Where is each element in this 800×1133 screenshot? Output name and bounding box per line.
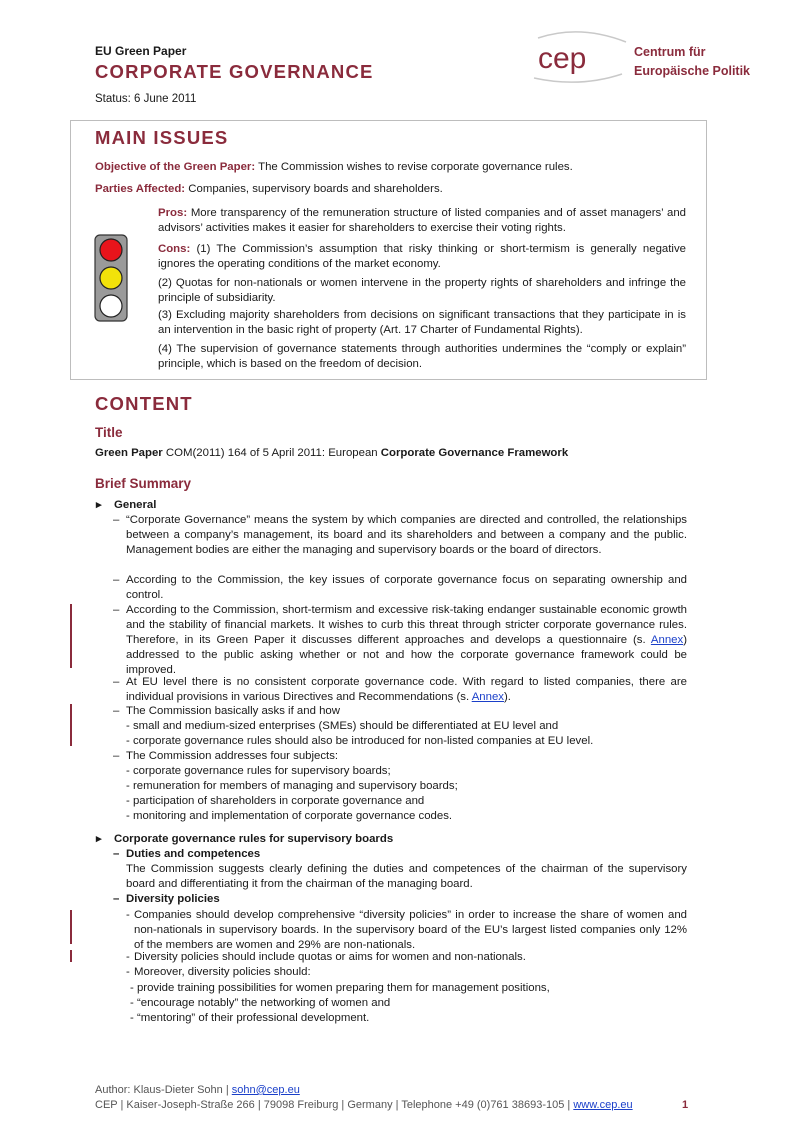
general-item-2: – According to the Commission, the key issues of corporate governance focus on separating ownership and control. bbox=[113, 574, 687, 601]
brief-summary-heading: Brief Summary bbox=[95, 476, 192, 491]
general-item-4: – At EU level there is no consistent corporate governance code. With regard to listed companies, there are individual provisions in various Directives and Recommendations (s. Annex). bbox=[113, 676, 687, 703]
general-item-6-text: The Commission addresses four subjects: bbox=[126, 750, 339, 762]
list-item: - remuneration for members of managing and supervisory boards; bbox=[126, 780, 458, 792]
diversity-item-3-text: Moreover, diversity policies should: bbox=[134, 966, 311, 978]
traffic-light-red bbox=[100, 239, 122, 261]
status-date: Status: 6 June 2011 bbox=[95, 93, 197, 105]
org-name-line1: Centrum für bbox=[634, 45, 706, 59]
general-item-5-text: The Commission basically asks if and how bbox=[126, 705, 340, 717]
diversity-item-2: - Diversity policies should include quotas or aims for women and non-nationals. bbox=[126, 950, 687, 965]
cep-logo bbox=[530, 30, 630, 84]
objective-label: Objective of the Green Paper: bbox=[95, 161, 256, 173]
diversity-item-3: - Moreover, diversity policies should: bbox=[126, 965, 687, 980]
traffic-light-icon bbox=[94, 234, 128, 322]
duties-heading-text: Duties and competences bbox=[126, 848, 261, 860]
general-item-5: – The Commission basically asks if and how bbox=[113, 704, 687, 719]
general-item-3-text-b: ) addressed to the public asking whether or not and how the corporate governance framework could be improved. bbox=[126, 634, 687, 676]
general-item-2-text: According to the Commission, the key issues of corporate governance focus on separating ownership and control. bbox=[126, 574, 687, 601]
content-heading: CONTENT bbox=[95, 393, 193, 414]
pros-paragraph bbox=[158, 206, 686, 236]
list-item: - monitoring and implementation of corporate governance codes. bbox=[126, 810, 453, 822]
cons-text-1: (1) The Commission’s assumption that risky thinking or short-termism is generally negative ignores the operating conditions of the market economy. bbox=[158, 243, 686, 270]
duties-heading: – Duties and competences bbox=[113, 847, 687, 862]
cons-label: Cons: bbox=[158, 243, 191, 255]
annex-link[interactable]: Annex bbox=[650, 634, 684, 646]
parties-text: Companies, supervisory boards and shareholders. bbox=[185, 183, 443, 195]
title-line bbox=[95, 446, 568, 461]
diversity-item-1: - Companies should develop comprehensive “diversity policies” in order to increase the share of women and non-nationals in supervisory boards. In the supervisory board of the EU’s largest listed companies only 12% of the members are women and 29% are non-nationals. bbox=[126, 909, 687, 951]
annex-link[interactable]: Annex bbox=[471, 691, 504, 703]
general-item-1: – “Corporate Governance” means the system by which companies are directed and controlled, the relationships between a company’s management, its board and its shareholders and between a company and the public. Management bodies are either the managing and supervisory boards or the board of directors. bbox=[113, 514, 687, 556]
logo-text: cep bbox=[538, 42, 587, 75]
margin-change-bar bbox=[70, 910, 72, 944]
cons-paragraph-3: (3) Excluding majority shareholders from decisions on significant transactions that they participate in is an intervention in the basic right of property (Art. 17 Charter of Fundamental Rights). bbox=[158, 309, 686, 336]
section-supervisory-boards: ▸ Corporate governance rules for supervisory boards bbox=[96, 832, 393, 847]
traffic-light-yellow bbox=[100, 267, 122, 289]
diversity-heading-text: Diversity policies bbox=[126, 893, 220, 905]
objective-line bbox=[95, 160, 573, 175]
author-email-link[interactable]: sohn@cep.eu bbox=[231, 1084, 300, 1096]
footer-author-text: Author: Klaus-Dieter Sohn | bbox=[95, 1084, 232, 1096]
general-item-6: – The Commission addresses four subjects: bbox=[113, 749, 687, 764]
general-item-4-text-a: At EU level there is no consistent corporate governance code. With regard to listed companies, there are individual provisions in various Directives and Recommendations (s. bbox=[126, 676, 687, 703]
duties-text: The Commission suggests clearly defining the duties and competences of the chairman of the supervisory board and differentiating it from the chairman of the managing board. bbox=[126, 863, 687, 890]
parties-label: Parties Affected: bbox=[95, 183, 186, 195]
website-link[interactable]: www.cep.eu bbox=[573, 1099, 633, 1111]
org-name bbox=[634, 43, 750, 81]
diversity-item-1-text: Companies should develop comprehensive “diversity policies” in order to increase the share of women and non-nationals in supervisory boards. In the supervisory board of the EU’s largest listed companies only 12% of the members are women and 29% are non-nationals. bbox=[134, 909, 687, 951]
main-issues-heading: MAIN ISSUES bbox=[95, 127, 229, 148]
cons-paragraph-2: (2) Quotas for non-nationals or women intervene in the property rights of shareholders and infringe the principle of subsidiarity. bbox=[158, 277, 686, 304]
list-item: - small and medium-sized enterprises (SMEs) should be differentiated at EU level and bbox=[126, 720, 559, 732]
cons-paragraph-4: (4) The supervision of governance statements through authorities undermines the “comply or explain” principle, which is based on the freedom of decision. bbox=[158, 343, 686, 370]
general-item-1-text: “Corporate Governance” means the system by which companies are directed and controlled, the relationships between a company’s management, its board and its shareholders and between a company and the public. Management bodies are either the managing and supervisory boards or the board of directors. bbox=[126, 514, 687, 556]
footer-address-text: CEP | Kaiser-Joseph-Straße 266 | 79098 Freiburg | Germany | Telephone +49 (0)761 38693-105 | bbox=[95, 1099, 574, 1111]
title-part1: Green Paper bbox=[95, 447, 163, 459]
list-item: - “encourage notably” the networking of women and bbox=[130, 997, 391, 1009]
list-item: - participation of shareholders in corporate governance and bbox=[126, 795, 425, 807]
document-type-label: EU Green Paper bbox=[95, 44, 187, 58]
title-heading: Title bbox=[95, 425, 123, 440]
general-item-4-text-b: ). bbox=[504, 691, 511, 703]
objective-text: The Commission wishes to revise corporate governance rules. bbox=[255, 161, 573, 173]
pros-text: More transparency of the remuneration structure of listed companies and of asset managers’ and advisors’ activities makes it easier for shareholders to exercise their voting rights. bbox=[158, 207, 686, 234]
list-item: - “mentoring” of their professional development. bbox=[130, 1012, 370, 1024]
general-item-3-text-a: According to the Commission, short-termism and excessive risk-taking endanger sustainable economic growth and the stability of financial markets. It wishes to curb this threat through stricter corporate governance rules. Therefore, in its Green Paper it discusses different approaches and develops a questionnaire (s. bbox=[126, 604, 687, 646]
diversity-item-2-text: Diversity policies should include quotas or aims for women and non-nationals. bbox=[134, 951, 526, 963]
margin-change-bar bbox=[70, 950, 72, 962]
pros-label: Pros: bbox=[158, 207, 188, 219]
parties-line bbox=[95, 182, 443, 197]
document-title: CORPORATE GOVERNANCE bbox=[95, 61, 374, 82]
cons-paragraph-1 bbox=[158, 242, 686, 272]
footer-address bbox=[95, 1098, 633, 1113]
section-general: ▸ General bbox=[96, 498, 156, 513]
title-part2: COM(2011) 164 of 5 April 2011: European bbox=[162, 447, 381, 459]
diversity-heading: – Diversity policies bbox=[113, 892, 687, 907]
list-item: - provide training possibilities for women preparing them for management positions, bbox=[130, 982, 550, 994]
title-part3: Corporate Governance Framework bbox=[380, 447, 569, 459]
page-number: 1 bbox=[682, 1099, 689, 1111]
general-item-3: – According to the Commission, short-termism and excessive risk-taking endanger sustainable economic growth and the stability of financial markets. It wishes to curb this threat through stricter corporate governance rules. Therefore, in its Green Paper it discusses different approaches and develops a questionnaire (s. Annex) addressed to the public asking whether or not and how the corporate governance framework could be improved. bbox=[113, 604, 687, 676]
margin-change-bar bbox=[70, 704, 72, 746]
list-item: - corporate governance rules should also be introduced for non-listed companies at EU level. bbox=[126, 735, 594, 747]
footer-author bbox=[95, 1083, 300, 1098]
org-name-line2: Europäische Politik bbox=[634, 64, 751, 78]
margin-change-bar bbox=[70, 604, 72, 668]
traffic-light-white bbox=[100, 295, 122, 317]
list-item: - corporate governance rules for supervisory boards; bbox=[126, 765, 391, 777]
